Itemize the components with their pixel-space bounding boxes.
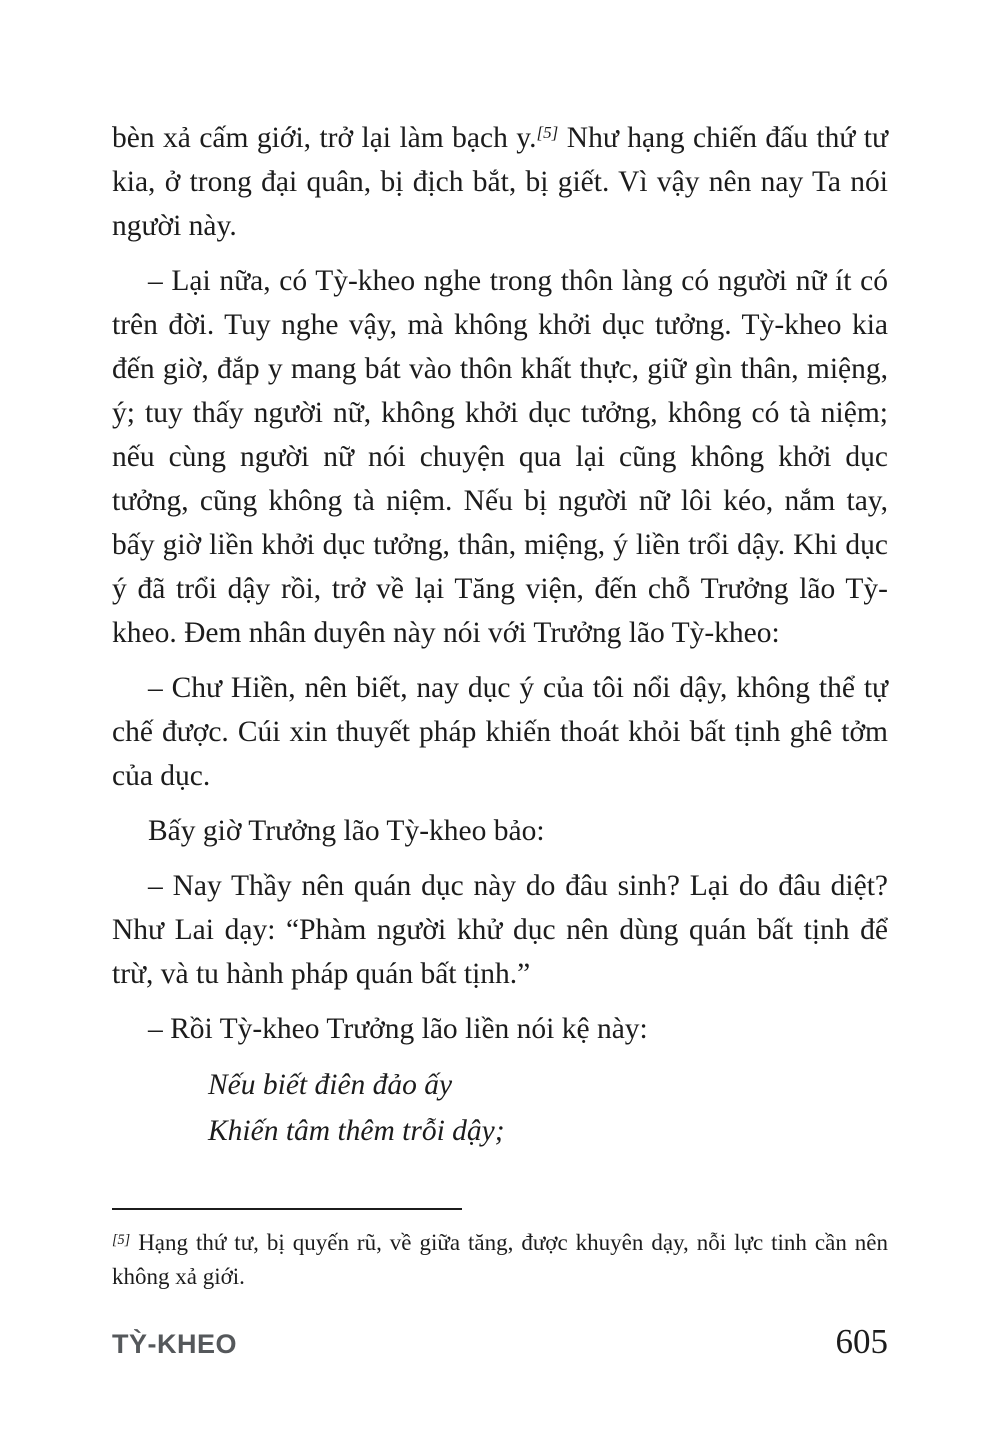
paragraph-text: bèn xả cấm giới, trở lại làm bạch y. [112,122,537,154]
verse-line: Nếu biết điên đảo ấy [208,1069,453,1101]
paragraph-text: Như hạng chiến đấu thứ tư kia, ở trong đại quân, bị địch bắt, bị giết. Vì vậy nên nay Ta nói người này. [112,122,888,242]
running-title: TỲ-KHEO [112,1329,237,1359]
page-footer [112,1322,888,1362]
verse-stanza [208,1062,888,1154]
verse-line: Khiến tâm thêm trỗi dậy; [208,1115,505,1147]
footnote-reference: [5] [536,122,559,142]
footnote [112,1226,888,1294]
body-text [112,116,888,1154]
footnote-section [112,1208,888,1294]
paragraph: Bấy giờ Trưởng lão Tỳ-kheo bảo: [148,815,545,847]
footnote-marker: [5] [112,1231,131,1248]
paragraph: – Chư Hiền, nên biết, nay dục ý của tôi nổi dậy, không thể tự chế được. Cúi xin thuyết pháp khiến thoát khỏi bất tịnh ghê tởm của dục. [112,672,888,792]
footnote-text: Hạng thứ tư, bị quyến rũ, về giữa tăng, được khuyên dạy, nỗi lực tinh cần nên không xả giới. [112,1230,888,1289]
paragraph [112,116,888,248]
paragraph: – Lại nữa, có Tỳ-kheo nghe trong thôn làng có người nữ ít có trên đời. Tuy nghe vậy, mà không khởi dục tưởng. Tỳ-kheo kia đến giờ, đắp y mang bát vào thôn khất thực, giữ gìn thân, miệng, ý; tuy thấy người nữ, không khởi dục tưởng, không có tà niệm; nếu cùng người nữ nói chuyện qua lại cũng không khởi dục tưởng, cũng không tà niệm. Nếu bị người nữ lôi kéo, nắm tay, bấy giờ liền khởi dục tưởng, thân, miệng, ý liền trổi dậy. Khi dục ý đã trổi dậy rồi, trở về lại Tăng viện, đến chỗ Trưởng lão Tỳ-kheo. Đem nhân duyên này nói với Trưởng lão Tỳ-kheo: [112,265,888,649]
page-number: 605 [835,1322,888,1361]
footnote-separator-rule [112,1208,462,1210]
paragraph: – Rồi Tỳ-kheo Trưởng lão liền nói kệ này: [148,1013,648,1045]
paragraph: – Nay Thầy nên quán dục này do đâu sinh? Lại do đâu diệt? Như Lai dạy: “Phàm người khử dục nên dùng quán bất tịnh để trừ, và tu hành pháp quán bất tịnh.” [112,870,888,990]
